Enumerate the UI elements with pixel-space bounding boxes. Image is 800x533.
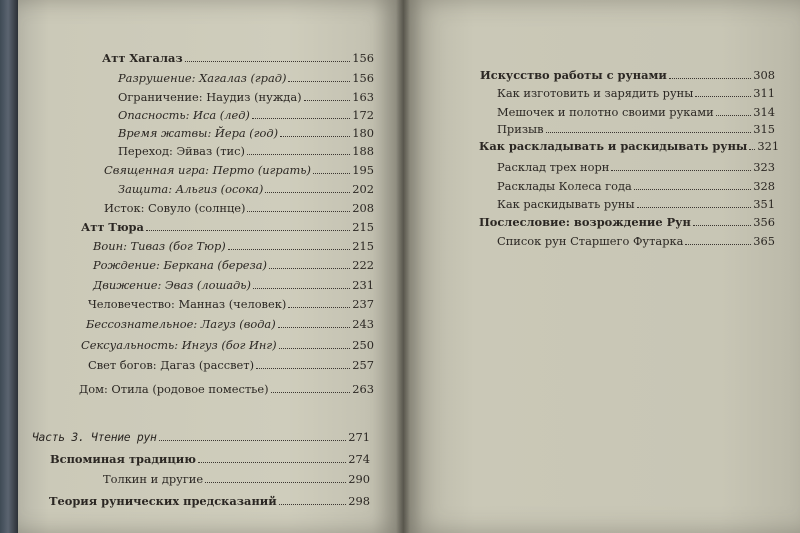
- toc-entry-page: 208: [352, 201, 374, 215]
- toc-entry-page: 315: [753, 122, 775, 136]
- toc-entry-title: Мешочек и полотно своими руками: [497, 105, 714, 119]
- toc-entry-page: 237: [352, 297, 374, 311]
- toc-entry-title: Переход: Эйваз (тис): [118, 144, 245, 158]
- toc-entry-title: Список рун Старшего Футарка: [497, 234, 684, 248]
- toc-entry-title: Атт Хагалаз: [102, 51, 183, 65]
- toc-entry-page: 180: [352, 126, 374, 140]
- toc-entry-title: Человечество: Манназ (человек): [88, 297, 287, 311]
- toc-entry-page: 172: [352, 108, 374, 122]
- toc-entry-page: 243: [352, 317, 374, 331]
- toc-entry-title: Часть 3. Чтение рун: [32, 430, 157, 444]
- toc-entry-page: 195: [352, 163, 374, 177]
- toc-entry-page: 263: [352, 382, 374, 396]
- toc-entry-title: Расклады Колеса года: [497, 179, 632, 193]
- toc-entry-title: Движение: Эваз (лошадь): [93, 278, 251, 292]
- toc-entry-page: 290: [348, 472, 370, 486]
- toc-entry-title: Исток: Совуло (солнце): [104, 201, 246, 215]
- toc-entry-title: Как раскладывать и раскидывать руны: [479, 139, 748, 153]
- toc-entry-title: Опасность: Иса (лед): [118, 108, 250, 122]
- toc-entry-title: Разрушение: Хагалаз (град): [118, 71, 287, 85]
- toc-entry-page: 156: [352, 51, 374, 65]
- toc-entry: [497, 179, 775, 193]
- toc-entry-title: Защита: Альгиз (осока): [118, 182, 264, 196]
- toc-entry: [497, 160, 775, 174]
- toc-entry-title: Послесловие: возрождение Рун: [479, 215, 691, 229]
- toc-entry-title: Бессознательное: Лагуз (вода): [86, 317, 276, 331]
- toc-entry-title: Как раскидывать руны: [497, 197, 635, 211]
- toc-entry-title: Вспоминая традицию: [50, 452, 196, 466]
- toc-entry-page: 271: [348, 430, 370, 444]
- toc-entry-title: Сексуальность: Ингуз (бог Инг): [81, 338, 277, 352]
- toc-entry-page: 323: [753, 160, 775, 174]
- toc-entry-title: Призыв: [497, 122, 544, 136]
- dot-leader: [695, 96, 751, 97]
- toc-entry-title: Толкин и другие: [103, 472, 204, 486]
- dot-leader: [685, 244, 751, 245]
- toc-entry-page: 188: [352, 144, 374, 158]
- toc-entry-title: Теория рунических предсказаний: [49, 494, 277, 508]
- toc-entry-page: 298: [348, 494, 370, 508]
- dot-leader: [634, 189, 751, 190]
- toc-entry-page: 321: [757, 139, 780, 153]
- dot-leader: [716, 115, 752, 116]
- toc-entry-title: Расклад трех норн: [497, 160, 610, 174]
- toc-entry: [480, 68, 775, 82]
- toc-entry-title: Дом: Отила (родовое поместье): [79, 382, 269, 396]
- toc-entry-page: 328: [753, 179, 775, 193]
- dot-leader: [693, 225, 751, 226]
- toc-entry-page: 250: [352, 338, 374, 352]
- toc-entry-page: 351: [753, 197, 775, 211]
- toc-entry-page: 365: [753, 234, 775, 248]
- toc-entry-title: Время жатвы: Йера (год): [118, 126, 279, 140]
- dot-leader: [637, 207, 752, 208]
- toc-entry-page: 311: [753, 86, 775, 100]
- toc-entry-title: Воин: Тиваз (бог Тюр): [93, 239, 226, 253]
- dot-leader: [611, 170, 751, 171]
- toc-entry-title: Рождение: Беркана (береза): [93, 258, 267, 272]
- toc-entry-title: Свет богов: Дагаз (рассвет): [88, 358, 255, 372]
- toc-entry-page: 222: [352, 258, 374, 272]
- toc-entry-title: Ограничение: Наудиз (нужда): [118, 90, 302, 104]
- toc-entry: [497, 105, 775, 119]
- toc-entry-page: 156: [352, 71, 374, 85]
- toc-entry-page: 215: [352, 220, 374, 234]
- toc-entry-title: Как изготовить и зарядить руны: [497, 86, 694, 100]
- toc-entry-page: 257: [352, 358, 374, 372]
- toc-entry-title: Искусство работы с рунами: [480, 68, 667, 82]
- toc-entry: [479, 215, 775, 229]
- toc-entry: [497, 86, 775, 100]
- dot-leader: [669, 78, 751, 79]
- toc-entry: [479, 139, 780, 153]
- toc-entry-page: 314: [753, 105, 775, 119]
- toc-entry-page: 274: [348, 452, 370, 466]
- toc-entry-page: 215: [352, 239, 374, 253]
- toc-entry-page: 356: [753, 215, 775, 229]
- toc-entry-page: 163: [352, 90, 374, 104]
- toc-entry-title: Священная игра: Перто (играть): [104, 163, 311, 177]
- dot-leader: [749, 149, 755, 150]
- toc-entry: [497, 197, 775, 211]
- toc-entry-page: 231: [352, 278, 374, 292]
- dot-leader: [546, 132, 752, 133]
- toc-entry-title: Атт Тюра: [81, 220, 144, 234]
- toc-entry: [497, 122, 775, 136]
- toc-entry-page: 308: [753, 68, 775, 82]
- toc-entry: [497, 234, 775, 248]
- toc-entry-page: 202: [352, 182, 374, 196]
